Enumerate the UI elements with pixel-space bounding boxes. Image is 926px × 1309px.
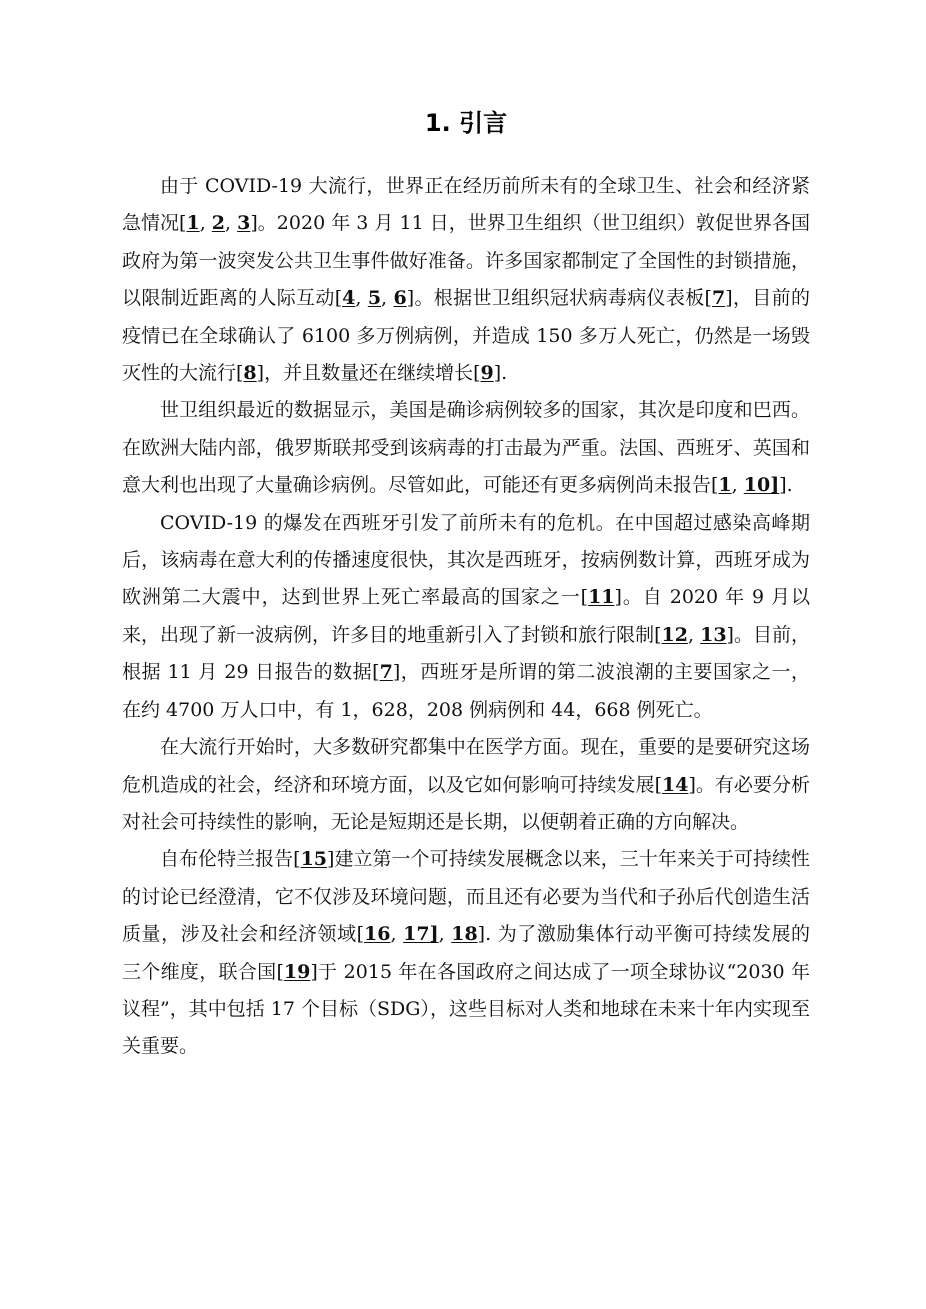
citation-ref[interactable]: 14 bbox=[662, 773, 689, 796]
text-run: ]，并且数量还在继续增长[ bbox=[256, 362, 481, 385]
text-run: , bbox=[688, 623, 701, 646]
text-run: ]，目前的疫情已在全球确认了 6100 多万例病例，并造成 150 多万人死亡，仍然是一场毁灭性的大流行[ bbox=[122, 287, 810, 385]
citation-ref[interactable]: 15 bbox=[300, 848, 328, 871]
paragraph-5 bbox=[122, 841, 810, 1065]
citation-ref[interactable]: 10] bbox=[743, 474, 780, 497]
citation-ref[interactable]: 16 bbox=[364, 923, 391, 946]
text-run: ]. bbox=[779, 474, 793, 497]
citation-ref[interactable]: 4 bbox=[342, 287, 356, 310]
text-run: , bbox=[731, 474, 744, 497]
text-run: ]. 为了激励集体行动平衡可持续发展的三个维度，联合国[ bbox=[122, 923, 810, 983]
citation-ref[interactable]: 7 bbox=[379, 661, 393, 684]
text-run: , bbox=[199, 212, 212, 235]
text-run: , bbox=[355, 287, 368, 310]
text-run: 自布伦特兰报告[ bbox=[160, 848, 301, 871]
paragraph-1 bbox=[122, 168, 810, 392]
text-run: , bbox=[381, 287, 394, 310]
citation-ref[interactable]: 18 bbox=[451, 923, 478, 946]
citation-ref[interactable]: 6 bbox=[393, 287, 407, 310]
text-run: ]。目前，根据 11 月 29 日报告的数据[ bbox=[122, 623, 810, 684]
citation-ref[interactable]: 19 bbox=[283, 960, 311, 983]
citation-ref[interactable]: 8 bbox=[243, 362, 257, 385]
text-run: ]建立第一个可持续发展概念以来，三十年来关于可持续性的讨论已经澄清，它不仅涉及环境问题，而且还有必要为当代和子孙后代创造生活质量，涉及社会和经济领域[ bbox=[122, 848, 810, 946]
paragraph-3 bbox=[122, 505, 810, 729]
citation-ref[interactable]: 12 bbox=[661, 623, 688, 646]
citation-ref[interactable]: 2 bbox=[211, 212, 226, 235]
text-run: 世卫组织最近的数据显示，美国是确诊病例较多的国家，其次是印度和巴西。在欧洲大陆内部，俄罗斯联邦受到该病毒的打击最为严重。法国、西班牙、英国和意大利也出现了大量确诊病例。尽管如此，可能还有更多病例尚未报告[ bbox=[122, 399, 810, 497]
paragraph-2 bbox=[122, 392, 810, 504]
citation-ref[interactable]: 11 bbox=[588, 586, 615, 609]
text-run: ]。根据世卫组织冠状病毒病仪表板[ bbox=[406, 287, 712, 310]
citation-ref[interactable]: 3 bbox=[237, 212, 251, 235]
section-title: 1. 引言 bbox=[424, 109, 508, 137]
citation-ref[interactable]: 1 bbox=[186, 212, 200, 235]
text-run: ]. bbox=[493, 362, 508, 385]
citation-ref[interactable]: 13 bbox=[700, 623, 727, 646]
text-run: COVID-19 的爆发在西班牙引发了前所未有的危机。在中国超过感染高峰期后，该病毒在意大利的传播速度很快，其次是西班牙，按病例数计算，西班牙成为欧洲第二大震中，达到世界上死亡率最高的国家之一[ bbox=[122, 511, 810, 609]
text-run: , bbox=[438, 923, 452, 946]
paragraph-4 bbox=[122, 729, 810, 841]
text-run: , bbox=[390, 923, 404, 946]
text-run: ]于 2015 年在各国政府之间达成了一项全球协议“2030 年议程”，其中包括 17 个目标（SDG），这些目标对人类和地球在未来十年内实现至关重要。 bbox=[122, 960, 810, 1058]
citation-ref[interactable]: 1 bbox=[718, 474, 732, 497]
text-run: ]。有必要分析对社会可持续性的影响，无论是短期还是长期，以便朝着正确的方向解决。 bbox=[122, 773, 810, 833]
text-run: , bbox=[225, 212, 238, 235]
citation-ref[interactable]: 5 bbox=[367, 287, 382, 310]
citation-ref[interactable]: 9 bbox=[480, 362, 494, 385]
text-run: ]，西班牙是所谓的第二波浪潮的主要国家之一，在约 4700 万人口中，有 1，628，208 例病例和 44，668 例死亡。 bbox=[122, 661, 810, 721]
text-run: 由于 COVID-19 大流行，世界正在经历前所未有的全球卫生、社会和经济紧急情况[ bbox=[122, 175, 810, 235]
citation-ref[interactable]: 17] bbox=[403, 923, 439, 946]
text-run: 在大流行开始时，大多数研究都集中在医学方面。现在，重要的是要研究这场危机造成的社会，经济和环境方面，以及它如何影响可持续发展[ bbox=[122, 736, 810, 796]
text-run: ]。2020 年 3 月 11 日，世界卫生组织（世卫组织）敦促世界各国政府为第一波突发公共卫生事件做好准备。许多国家都制定了全国性的封锁措施，以限制近距离的人际互动[ bbox=[122, 212, 810, 310]
text-run: ]。自 2020 年 9 月以来，出现了新一波病例，许多目的地重新引入了封锁和旅行限制[ bbox=[122, 586, 810, 646]
citation-ref[interactable]: 7 bbox=[711, 287, 726, 310]
